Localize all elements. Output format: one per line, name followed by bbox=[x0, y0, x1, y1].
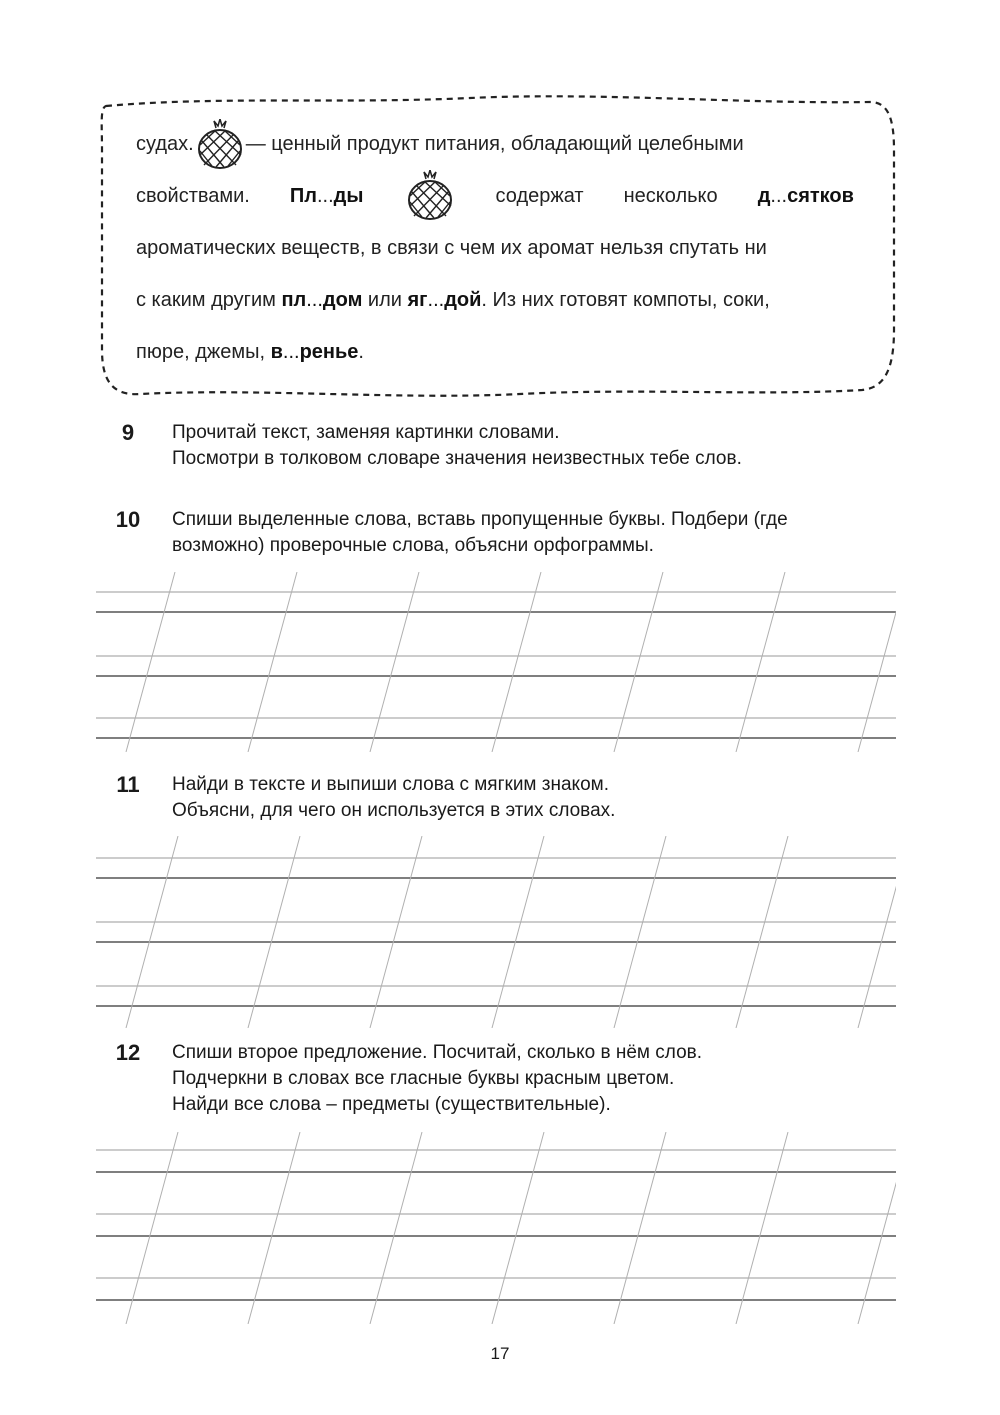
writing-lines-10[interactable] bbox=[96, 572, 896, 752]
task-number: 10 bbox=[115, 507, 141, 532]
writing-lines-11[interactable] bbox=[96, 836, 896, 1028]
highlighted-word: в...ренье bbox=[270, 341, 359, 363]
slant-guide-line bbox=[370, 572, 419, 752]
highlighted-word: д ... сятков bbox=[757, 185, 854, 207]
slant-guide-line bbox=[248, 1132, 300, 1324]
passage-word: свойствами. bbox=[136, 185, 250, 207]
slant-guide-line bbox=[858, 836, 896, 1028]
task-number: 9 bbox=[121, 420, 135, 445]
task-number: 11 bbox=[116, 772, 140, 797]
slant-guide-line bbox=[736, 572, 785, 752]
slant-guide-line bbox=[492, 572, 541, 752]
slant-guide-line bbox=[614, 572, 663, 752]
highlighted-word: яг...дой bbox=[407, 289, 482, 311]
slant-guide-line bbox=[126, 1132, 178, 1324]
pineapple-icon bbox=[194, 119, 246, 171]
passage-word: содержат bbox=[495, 185, 584, 207]
slant-guide-line bbox=[858, 1132, 896, 1324]
slant-guide-line bbox=[858, 572, 896, 752]
task-instructions: Найди в тексте и выпиши слова с мягким знаком. Объясни, для чего он используется в этих словах. bbox=[172, 774, 616, 821]
task-number: 12 bbox=[115, 1040, 141, 1065]
task-instructions: Прочитай текст, заменяя картинки словами. Посмотри в толковом словаре значения неизвестных тебе слов. bbox=[172, 422, 742, 469]
passage-text: судах. bbox=[136, 133, 194, 155]
reading-passage bbox=[136, 118, 854, 378]
slant-guide-line bbox=[126, 836, 178, 1028]
slant-guide-line bbox=[248, 572, 297, 752]
passage-text: — ценный продукт питания, обладающий целебными bbox=[245, 133, 744, 155]
writing-lines-12[interactable] bbox=[96, 1132, 896, 1324]
slant-guide-line bbox=[370, 1132, 422, 1324]
highlighted-word: пл...дом bbox=[281, 289, 363, 311]
passage-line-1 bbox=[136, 118, 854, 170]
slant-guide-line bbox=[248, 836, 300, 1028]
passage-line-2 bbox=[136, 170, 854, 222]
task-instructions: Спиши второе предложение. Посчитай, сколько в нём слов. Подчеркни в словах все гласные буквы красным цветом. Найди все слова – предметы (существительные). bbox=[172, 1042, 703, 1115]
passage-line-3 bbox=[136, 222, 854, 274]
slant-guide-line bbox=[736, 836, 788, 1028]
pineapple-icon bbox=[404, 170, 456, 222]
slant-guide-line bbox=[492, 836, 544, 1028]
task-instructions: Спиши выделенные слова, вставь пропущенные буквы. Подбери (где возможно) проверочные слова, объясни орфограммы. bbox=[172, 509, 788, 556]
passage-line-5: пюре, джемы, в...ренье. bbox=[136, 341, 364, 363]
slant-guide-line bbox=[492, 1132, 544, 1324]
highlighted-word: Пл ... ды bbox=[289, 185, 364, 207]
slant-guide-line bbox=[126, 572, 175, 752]
slant-guide-line bbox=[370, 836, 422, 1028]
slant-guide-line bbox=[614, 1132, 666, 1324]
slant-guide-line bbox=[614, 836, 666, 1028]
passage-line-4: с каким другим пл...дом или яг...дой. Из них готовят компоты, соки, bbox=[136, 289, 770, 311]
passage-text: ароматических веществ, в связи с чем их аромат нельзя спутать ни bbox=[136, 237, 767, 259]
slant-guide-line bbox=[736, 1132, 788, 1324]
passage-word: несколько bbox=[623, 185, 718, 207]
page-number: 17 bbox=[490, 1344, 510, 1363]
